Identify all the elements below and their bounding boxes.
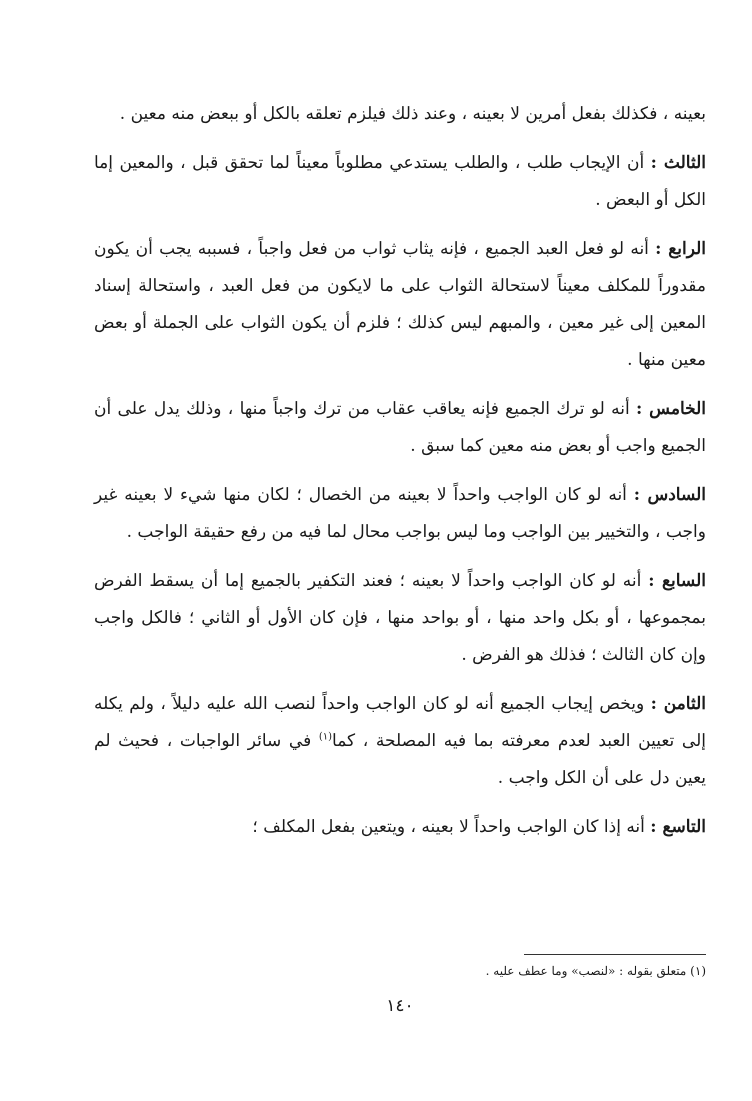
paragraph-text: أن الإيجاب طلب ، والطلب يستدعي مطلوباً معيناً لما تحقق قبل ، والمعين إما الكل أو البعض . bbox=[94, 153, 706, 210]
paragraph-lead: التاسع : bbox=[650, 817, 706, 837]
paragraph-text: في سائر الواجبات ، فحيث لم يعين دل على أن الكل واجب . bbox=[94, 731, 706, 788]
paragraph-text: أنه إذا كان الواجب واحداً لا بعينه ، ويتعين بفعل المكلف ؛ bbox=[252, 817, 651, 837]
footnote: (١) متعلق بقوله : «لنصب» وما عطف عليه . bbox=[485, 964, 706, 978]
paragraph-lead: الثامن : bbox=[650, 694, 707, 714]
paragraph-seventh bbox=[94, 563, 706, 674]
paragraph-continuation bbox=[94, 96, 706, 133]
paragraph-lead: الثالث : bbox=[650, 153, 706, 173]
paragraph-third bbox=[94, 145, 706, 219]
paragraph-text: ويخص إيجاب الجميع أنه لو كان الواجب واحداً لنصب الله عليه دليلاً ، ولم يكله إلى تعيين العبد لعدم معرفته بما فيه المصلحة ، كما bbox=[94, 694, 707, 751]
paragraph-fourth bbox=[94, 231, 706, 379]
paragraph-text: أنه لو فعل العبد الجميع ، فإنه يثاب ثواب من فعل واجباً ، فسببه يجب أن يكون مقدوراً للمكلف معيناً لاستحالة الثواب على ما لايكون من فعل العبد ، واستحالة إسناد المعين إلى غير معين ، والمبهم ليس كذلك ؛ فلزم أن يكون الثواب على الجملة أو بعض معين منها . bbox=[94, 239, 706, 370]
paragraph-lead: السابع : bbox=[648, 571, 706, 591]
paragraph-eighth bbox=[94, 686, 706, 797]
footnote-reference: (١) bbox=[318, 731, 333, 743]
page-number: ١٤٠ bbox=[386, 996, 414, 1016]
paragraph-text: أنه لو كان الواجب واحداً لا بعينه ؛ فعند التكفير بالجميع إما أن يسقط الفرض بمجموعها ، أو بكل واحد منها ، أو بواحد منها ، فإن كان الأول أو الثاني ؛ فالكل واجب وإن كان الثالث ؛ فذلك هو الفرض . bbox=[94, 571, 706, 665]
footnote-divider bbox=[524, 954, 706, 955]
paragraph-ninth bbox=[94, 809, 706, 846]
paragraph-text: أنه لو ترك الجميع فإنه يعاقب عقاب من ترك واجباً منها ، وذلك يدل على أن الجميع واجب أو بعض منه معين كما سبق . bbox=[94, 399, 706, 456]
book-page bbox=[94, 96, 706, 1056]
paragraph-sixth bbox=[94, 477, 706, 551]
paragraph-fifth bbox=[94, 391, 706, 465]
paragraph-text: أنه لو كان الواجب واحداً لا بعينه من الخصال ؛ لكان منها شيء لا بعينه غير واجب ، والتخيير بين الواجب وما ليس بواجب محال لما فيه من رفع حقيقة الواجب . bbox=[94, 485, 706, 542]
paragraph-lead: الرابع : bbox=[655, 239, 706, 259]
paragraph-lead: السادس : bbox=[633, 485, 707, 505]
paragraph-text: بعينه ، فكذلك بفعل أمرين لا بعينه ، وعند ذلك فيلزم تعلقه بالكل أو ببعض منه معين . bbox=[119, 104, 706, 124]
paragraph-lead: الخامس : bbox=[636, 399, 707, 419]
